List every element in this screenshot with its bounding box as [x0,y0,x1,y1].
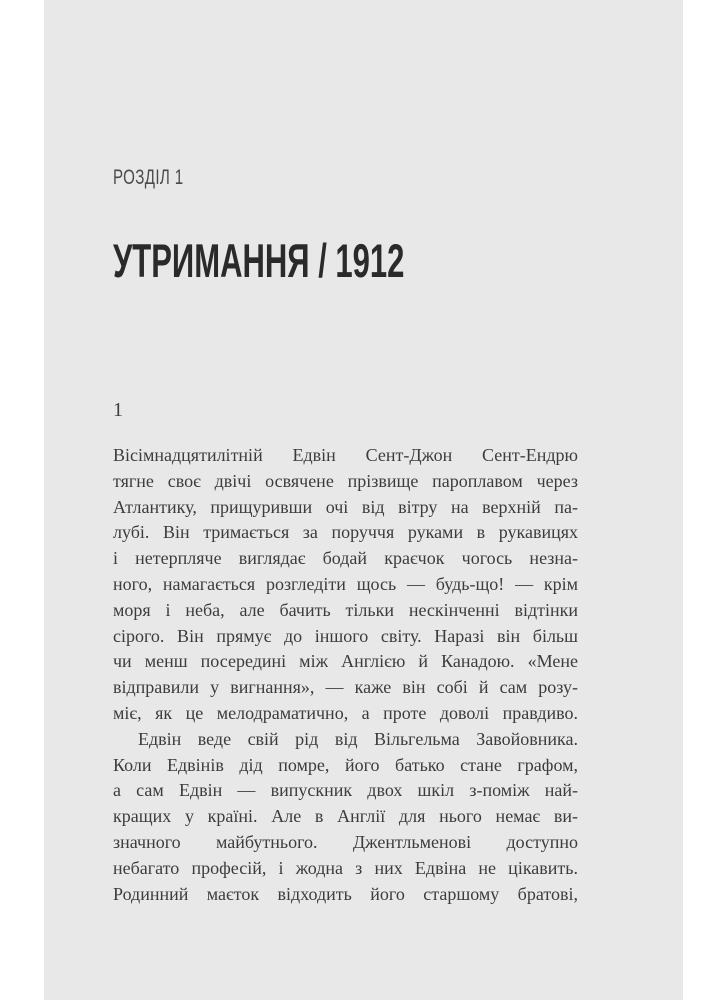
text-line: Атлантику, прищуривши очі від вітру на верхній па- [113,496,578,517]
text-line: чи менш посередині між Англією й Канадою. «Мене [113,651,578,672]
chapter-label: РОЗДІЛ 1 [113,166,184,189]
text-line: кращих у країні. Але в Англії для нього немає ви- [113,806,578,827]
text-line: лубі. Він тримається за поруччя руками в рукавицях [113,522,578,543]
text-line: Вісімнадцятилітній Едвін Сент-Джон Сент-Ендрю [113,445,578,465]
text-line: ного, намагається розгледіти щось — будь-що! — крім [113,573,578,594]
text-line: Коли Едвінів дід помре, його батько стане графом, [113,754,578,775]
text-line: небагато професій, і жодна з них Едвіна не цікавить. [113,857,578,878]
text-line: а сам Едвін — випускник двох шкіл з-поміж най- [113,780,578,801]
chapter-title: УТРИМАННЯ / 1912 [113,234,405,287]
text-line: моря і неба, але бачить тільки нескінченні відтінки [113,599,578,620]
text-line: Родинний маєток відходить його старшому братові, [113,883,578,904]
text-line: міє, як це мелодраматично, а проте доволі правдиво. [113,702,578,723]
text-line: тягне своє двічі освячене прізвище пароплавом через [113,470,578,491]
text-line: і нетерпляче виглядає бодай краєчок чогось незна- [113,548,578,569]
text-line: відправили у вигнання», — каже він собі й сам розу- [113,677,578,698]
text-line: значного майбутнього. Джентльменові доступно [113,831,578,852]
section-number: 1 [113,399,123,421]
body-text [113,443,578,907]
text-line: сірого. Він прямує до іншого світу. Наразі він більш [113,625,578,646]
book-page[interactable] [44,0,683,1000]
text-line: Едвін веде свій рід від Вільгельма Завойовника. [138,728,578,749]
